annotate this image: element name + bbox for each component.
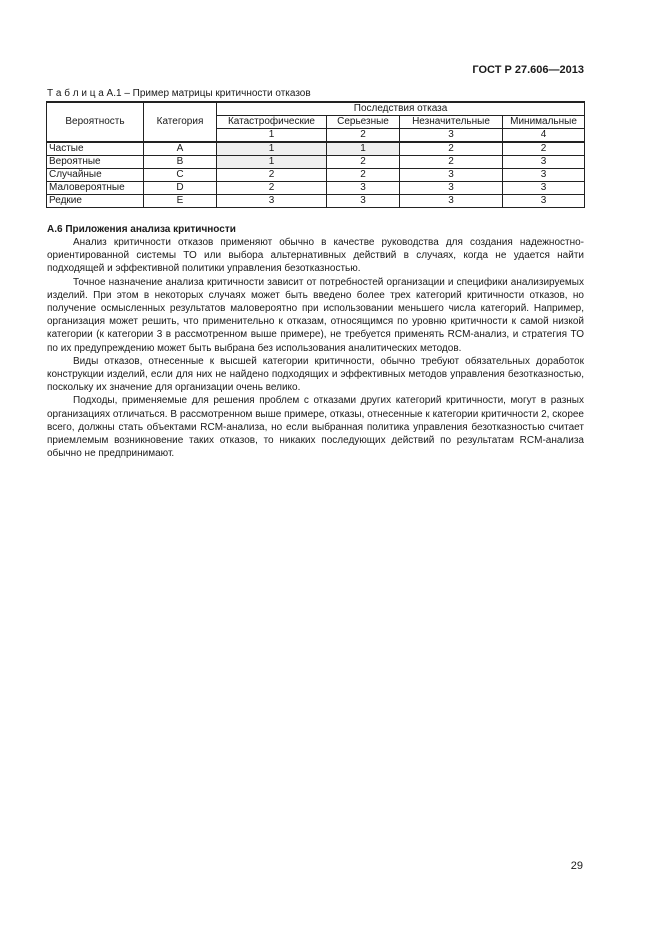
table-cell: 1 xyxy=(217,142,327,156)
header-consequence: Катастрофические xyxy=(217,116,327,129)
row-probability: Вероятные xyxy=(47,156,144,169)
section-title: А.6 Приложения анализа критичности xyxy=(47,224,236,235)
header-number: 4 xyxy=(503,129,585,143)
table-header-row xyxy=(47,102,585,116)
header-number: 3 xyxy=(400,129,503,143)
table-cell: 2 xyxy=(400,156,503,169)
table-cell: 2 xyxy=(503,142,585,156)
table-caption: Т а б л и ц а А.1 – Пример матрицы критичности отказов xyxy=(47,88,311,99)
table-cell: 3 xyxy=(503,169,585,182)
standard-code: ГОСТ Р 27.606—2013 xyxy=(472,64,584,76)
section-criticality-applications xyxy=(47,223,584,460)
table-cell: 1 xyxy=(217,156,327,169)
table-cell: 3 xyxy=(400,169,503,182)
row-category: E xyxy=(144,195,217,208)
table-cell: 3 xyxy=(400,195,503,208)
table-cell: 3 xyxy=(217,195,327,208)
criticality-matrix-table xyxy=(46,101,585,208)
table-cell: 2 xyxy=(217,182,327,195)
table-cell: 3 xyxy=(503,182,585,195)
header-number: 2 xyxy=(327,129,400,143)
row-probability: Маловероятные xyxy=(47,182,144,195)
row-category: B xyxy=(144,156,217,169)
page-number: 29 xyxy=(570,860,583,872)
row-probability: Частые xyxy=(47,142,144,156)
table-cell: 3 xyxy=(327,182,400,195)
header-consequence: Минимальные xyxy=(503,116,585,129)
table-cell: 3 xyxy=(400,182,503,195)
table-cell: 2 xyxy=(327,169,400,182)
table-row xyxy=(47,182,585,195)
table-cell: 2 xyxy=(400,142,503,156)
header-consequence: Незначительные xyxy=(400,116,503,129)
header-probability: Вероятность xyxy=(47,102,144,142)
table-cell: 2 xyxy=(327,156,400,169)
header-number: 1 xyxy=(217,129,327,143)
row-probability: Редкие xyxy=(47,195,144,208)
row-category: A xyxy=(144,142,217,156)
header-consequences: Последствия отказа xyxy=(217,102,585,116)
table-row xyxy=(47,142,585,156)
row-category: C xyxy=(144,169,217,182)
row-probability: Случайные xyxy=(47,169,144,182)
table-row xyxy=(47,169,585,182)
table-cell: 3 xyxy=(327,195,400,208)
table-cell: 1 xyxy=(327,142,400,156)
table-cell: 3 xyxy=(503,156,585,169)
table-row xyxy=(47,195,585,208)
paragraph: Анализ критичности отказов применяют обычно в качестве руководства для создания надежностно-ориентированной системы ТО или выбора альтернативных действий в случаях, когда не удается найти подходящей и эффективной политики управления безотказностью. xyxy=(47,237,584,275)
paragraph: Точное назначение анализа критичности зависит от потребностей организации и специфики анализируемых изделий. При этом в некоторых случаях может быть введено более трех категорий критичности отказов, но получение осмысленных результатов маловероятно при использовании меньшего числа категорий. Например, организация может решить, что применительно к отказам, относящимся по уровню критичности к самой низкой категории (к категории 3 в рассмотренном выше примере), не требуется применять RCM-анализ, и стратегия ТО по их предупреждению может быть выбрана без использования аналитических методов. xyxy=(47,276,584,354)
header-category: Категория xyxy=(144,102,217,142)
row-category: D xyxy=(144,182,217,195)
table-cell: 3 xyxy=(503,195,585,208)
paragraph: Подходы, применяемые для решения проблем с отказами других категорий критичности, могут в разных организациях отличаться. В рассмотренном выше примере, отказы, отнесенные к категории критичности 2, скорее всего, должны стать объектами RCM-анализа, но если выбранная политика управления безотказностью считает приемлемым возникновение таких отказов, то никаких последующих действий по результатам RCM-анализа обычно не предпринимают. xyxy=(47,395,584,460)
table-row xyxy=(47,156,585,169)
paragraph: Виды отказов, отнесенные к высшей категории критичности, обычно требуют обязательных доработок конструкции изделий, если для них не найдено подходящих и эффективных методов управления безотказностью, поскольку их значение для организации очень велико. xyxy=(47,355,584,394)
header-consequence: Серьезные xyxy=(327,116,400,129)
table-cell: 2 xyxy=(217,169,327,182)
